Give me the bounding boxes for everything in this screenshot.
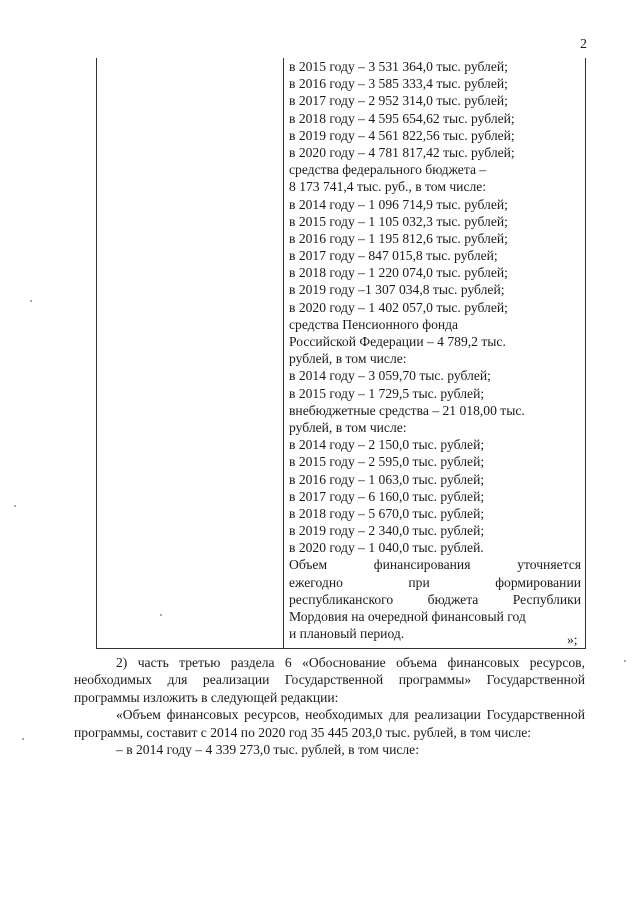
closing-quote: »; — [567, 632, 578, 647]
table-line: в 2018 году – 1 220 074,0 тыс. рублей; — [289, 265, 508, 281]
scan-speck — [624, 660, 626, 662]
table-line: в 2015 году – 3 531 364,0 тыс. рублей; — [289, 59, 508, 74]
table-line: в 2019 году –1 307 034,8 тыс. рублей; — [289, 282, 505, 298]
table-line: в 2020 году – 1 402 057,0 тыс. рублей; — [289, 299, 508, 315]
table-line: Объем финансирования уточняется — [289, 557, 581, 573]
table-line: в 2018 году – 4 595 654,62 тыс. рублей; — [289, 110, 515, 126]
table-line: Мордовия на очередной финансовый год — [289, 609, 526, 624]
table-line: и плановый период. — [289, 626, 405, 642]
scan-speck — [160, 614, 162, 616]
table-line: в 2015 году – 1 729,5 тыс. рублей; — [289, 385, 485, 401]
scan-speck — [22, 738, 24, 740]
body-text — [74, 654, 585, 758]
table-line: в 2016 году – 1 195 812,6 тыс. рублей; — [289, 230, 508, 246]
table-line: ежегодно при формировании — [289, 574, 581, 590]
page-number: 2 — [580, 37, 587, 52]
table-line: в 2014 году – 3 059,70 тыс. рублей; — [289, 368, 491, 384]
table-line: в 2020 году – 4 781 817,42 тыс. рублей; — [289, 144, 515, 160]
table-line: в 2016 году – 1 063,0 тыс. рублей; — [289, 471, 485, 487]
table-line: 8 173 741,4 тыс. руб., в том числе: — [289, 179, 487, 195]
table-line: средства федерального бюджета – — [289, 162, 487, 178]
table-line: в 2017 году – 6 160,0 тыс. рублей; — [289, 488, 485, 504]
table-line: в 2017 году – 2 952 314,0 тыс. рублей; — [289, 93, 508, 109]
table-line: средства Пенсионного фонда — [289, 316, 459, 332]
table-line: в 2018 году – 5 670,0 тыс. рублей; — [289, 505, 485, 521]
table-line: рублей, в том числе: — [289, 351, 407, 367]
paragraph-quote: «Объем финансовых ресурсов, необходимых для реализации Государственной программы, составит с 2014 по 2020 год 35 445 203,0 тыс. рублей, в том числе: — [74, 707, 585, 740]
paragraph-2014: – в 2014 году – 4 339 273,0 тыс. рублей, в том числе: — [116, 742, 419, 758]
table-line: рублей, в том числе: — [289, 419, 407, 435]
table-line: Российской Федерации – 4 789,2 тыс. — [289, 334, 506, 349]
table-right-column — [289, 58, 581, 642]
table-column-divider — [283, 58, 284, 649]
table-line: в 2014 году – 1 096 714,9 тыс. рублей; — [289, 196, 508, 212]
table-line: внебюджетные средства – 21 018,00 тыс. — [289, 402, 525, 418]
paragraph-amendment: 2) часть третью раздела 6 «Обоснование объема финансовых ресурсов, необходимых для реализации Государственной программы» Государственной программы изложить в следующей редакции: — [74, 655, 585, 705]
table-line: в 2014 году – 2 150,0 тыс. рублей; — [289, 437, 485, 453]
table-line: в 2016 году – 3 585 333,4 тыс. рублей; — [289, 76, 508, 92]
scan-speck — [14, 505, 16, 507]
table-line: республиканского бюджета Республики — [289, 591, 581, 607]
table-line: в 2019 году – 2 340,0 тыс. рублей; — [289, 523, 485, 539]
table-line: в 2017 году – 847 015,8 тыс. рублей; — [289, 248, 498, 264]
table-line: в 2015 году – 2 595,0 тыс. рублей; — [289, 454, 485, 470]
scan-speck — [30, 300, 32, 302]
table-line: в 2019 году – 4 561 822,56 тыс. рублей; — [289, 127, 515, 143]
table-line: в 2020 году – 1 040,0 тыс. рублей. — [289, 540, 484, 556]
table-line: в 2015 году – 1 105 032,3 тыс. рублей; — [289, 213, 508, 229]
